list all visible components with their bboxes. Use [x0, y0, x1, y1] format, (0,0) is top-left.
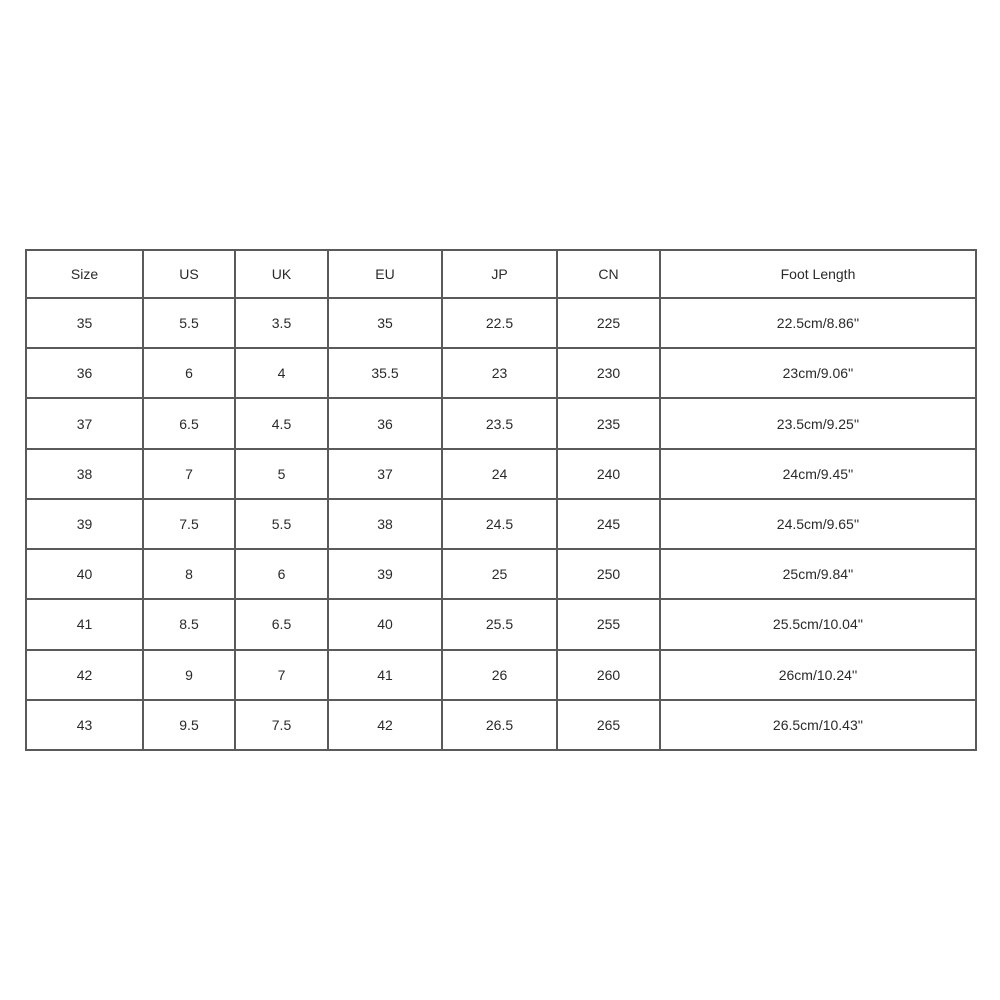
- cell-eu: 41: [328, 650, 442, 700]
- cell-us: 5.5: [143, 298, 235, 348]
- cell-foot-length: 22.5cm/8.86'': [660, 298, 976, 348]
- cell-jp: 24.5: [442, 499, 557, 549]
- cell-us: 6: [143, 348, 235, 398]
- cell-foot-length: 23.5cm/9.25'': [660, 398, 976, 448]
- cell-cn: 245: [557, 499, 660, 549]
- cell-eu: 37: [328, 449, 442, 499]
- cell-jp: 26: [442, 650, 557, 700]
- cell-size: 43: [26, 700, 143, 750]
- table-header-row: [26, 250, 976, 298]
- header-size: Size: [26, 250, 143, 298]
- table-row: [26, 348, 976, 398]
- size-chart-table: [25, 249, 977, 751]
- cell-eu: 39: [328, 549, 442, 599]
- cell-size: 40: [26, 549, 143, 599]
- cell-cn: 235: [557, 398, 660, 448]
- table-row: [26, 599, 976, 649]
- cell-size: 38: [26, 449, 143, 499]
- header-eu: EU: [328, 250, 442, 298]
- cell-foot-length: 26cm/10.24'': [660, 650, 976, 700]
- cell-jp: 25: [442, 549, 557, 599]
- cell-uk: 4.5: [235, 398, 328, 448]
- cell-size: 37: [26, 398, 143, 448]
- cell-us: 7: [143, 449, 235, 499]
- cell-us: 8: [143, 549, 235, 599]
- cell-eu: 36: [328, 398, 442, 448]
- cell-jp: 23.5: [442, 398, 557, 448]
- cell-cn: 225: [557, 298, 660, 348]
- cell-uk: 6.5: [235, 599, 328, 649]
- header-jp: JP: [442, 250, 557, 298]
- cell-eu: 38: [328, 499, 442, 549]
- cell-uk: 5: [235, 449, 328, 499]
- cell-foot-length: 26.5cm/10.43'': [660, 700, 976, 750]
- cell-size: 41: [26, 599, 143, 649]
- cell-size: 36: [26, 348, 143, 398]
- cell-uk: 3.5: [235, 298, 328, 348]
- cell-jp: 22.5: [442, 298, 557, 348]
- cell-jp: 26.5: [442, 700, 557, 750]
- cell-uk: 6: [235, 549, 328, 599]
- cell-cn: 260: [557, 650, 660, 700]
- cell-cn: 265: [557, 700, 660, 750]
- cell-eu: 40: [328, 599, 442, 649]
- cell-uk: 7: [235, 650, 328, 700]
- table-row: [26, 549, 976, 599]
- cell-jp: 25.5: [442, 599, 557, 649]
- cell-foot-length: 25cm/9.84'': [660, 549, 976, 599]
- cell-eu: 35.5: [328, 348, 442, 398]
- cell-us: 9.5: [143, 700, 235, 750]
- header-us: US: [143, 250, 235, 298]
- cell-cn: 250: [557, 549, 660, 599]
- header-foot-length: Foot Length: [660, 250, 976, 298]
- table-row: [26, 449, 976, 499]
- cell-eu: 42: [328, 700, 442, 750]
- cell-cn: 255: [557, 599, 660, 649]
- cell-uk: 7.5: [235, 700, 328, 750]
- cell-cn: 240: [557, 449, 660, 499]
- cell-cn: 230: [557, 348, 660, 398]
- cell-eu: 35: [328, 298, 442, 348]
- table-row: [26, 700, 976, 750]
- cell-jp: 23: [442, 348, 557, 398]
- table-row: [26, 650, 976, 700]
- cell-foot-length: 24.5cm/9.65'': [660, 499, 976, 549]
- cell-foot-length: 23cm/9.06'': [660, 348, 976, 398]
- cell-foot-length: 25.5cm/10.04'': [660, 599, 976, 649]
- table-row: [26, 298, 976, 348]
- cell-jp: 24: [442, 449, 557, 499]
- cell-uk: 4: [235, 348, 328, 398]
- cell-size: 42: [26, 650, 143, 700]
- table-row: [26, 499, 976, 549]
- cell-us: 8.5: [143, 599, 235, 649]
- cell-size: 35: [26, 298, 143, 348]
- cell-foot-length: 24cm/9.45'': [660, 449, 976, 499]
- cell-us: 7.5: [143, 499, 235, 549]
- header-uk: UK: [235, 250, 328, 298]
- cell-us: 9: [143, 650, 235, 700]
- cell-size: 39: [26, 499, 143, 549]
- table-row: [26, 398, 976, 448]
- header-cn: CN: [557, 250, 660, 298]
- cell-us: 6.5: [143, 398, 235, 448]
- cell-uk: 5.5: [235, 499, 328, 549]
